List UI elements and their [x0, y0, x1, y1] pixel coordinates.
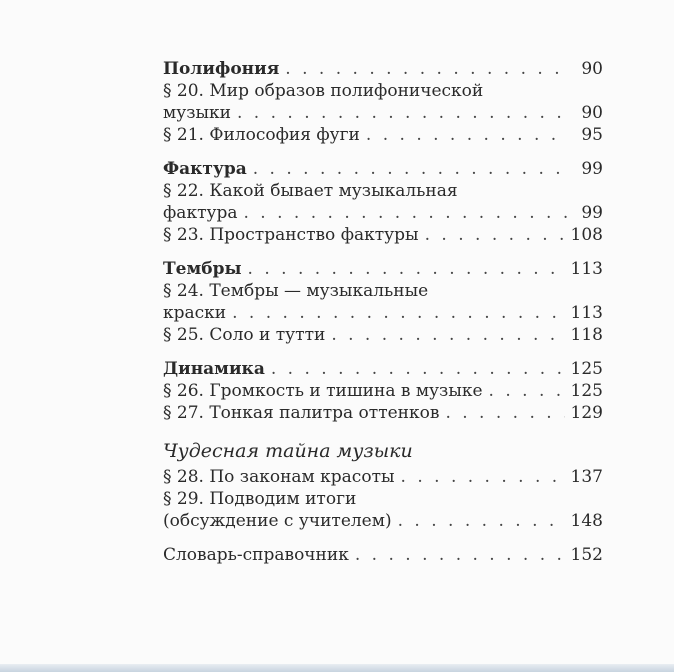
toc-section-final — [163, 466, 603, 532]
leader-dots — [285, 58, 569, 80]
page-number: 118 — [570, 325, 603, 345]
leader-dots — [366, 124, 569, 146]
page-number: 125 — [570, 381, 603, 401]
entry-title-line2: (обсуждение с учителем) — [163, 511, 392, 531]
section-title-label: Динамика — [163, 359, 265, 379]
leader-dots — [401, 466, 565, 488]
entry-title-line1: § 20. Мир образов полифонической — [163, 81, 484, 101]
entry-title-line1: § 22. Какой бывает музыкальная — [163, 181, 458, 201]
table-of-contents — [163, 58, 603, 566]
toc-section-dynamics — [163, 358, 603, 424]
page-number: 108 — [570, 225, 603, 245]
entry-title: § 23. Пространство фактуры — [163, 225, 419, 245]
page-number: 148 — [570, 511, 603, 531]
leader-dots — [253, 158, 569, 180]
page-number: 90 — [581, 103, 603, 123]
toc-entry[interactable] — [163, 402, 603, 424]
section-title-label: Полифония — [163, 59, 280, 79]
leader-dots — [398, 510, 565, 532]
toc-entry[interactable] — [163, 488, 603, 532]
toc-entry[interactable] — [163, 80, 603, 124]
toc-section-timbres — [163, 258, 603, 346]
page-number: 99 — [581, 159, 603, 179]
final-section-title[interactable]: Чудесная тайна музыки — [163, 440, 413, 462]
section-title[interactable] — [163, 158, 603, 180]
leader-dots — [355, 544, 565, 566]
entry-title: § 27. Тонкая палитра оттенков — [163, 403, 440, 423]
page-number: 113 — [570, 259, 603, 279]
leader-dots — [248, 258, 565, 280]
page-number: 95 — [581, 125, 603, 145]
section-title[interactable] — [163, 58, 603, 80]
page-number: 152 — [570, 545, 603, 565]
glossary-label: Словарь-справочник — [163, 545, 349, 565]
entry-title: § 21. Философия фуги — [163, 125, 360, 145]
leader-dots — [425, 224, 565, 246]
leader-dots — [232, 302, 564, 324]
page-number: 113 — [570, 303, 603, 323]
leader-dots — [271, 358, 565, 380]
page-number: 137 — [570, 467, 603, 487]
toc-entry[interactable] — [163, 124, 603, 146]
page-number: 99 — [581, 203, 603, 223]
leader-dots — [489, 380, 565, 402]
leader-dots — [331, 324, 564, 346]
page-number: 129 — [570, 403, 603, 423]
glossary-entry[interactable] — [163, 544, 603, 566]
leader-dots — [237, 102, 569, 124]
page-number: 90 — [581, 59, 603, 79]
toc-section-texture — [163, 158, 603, 246]
section-title[interactable] — [163, 258, 603, 280]
entry-title: § 25. Соло и тутти — [163, 325, 326, 345]
entry-title-line1: § 24. Тембры — музыкальные — [163, 281, 429, 301]
entry-title-line2: музыки — [163, 103, 231, 123]
entry-title-line2: фактура — [163, 203, 238, 223]
entry-title-line1: § 29. Подводим итоги — [163, 489, 357, 509]
section-title-label: Тембры — [163, 259, 242, 279]
toc-entry[interactable] — [163, 324, 603, 346]
leader-dots — [445, 402, 564, 424]
section-title-label: Фактура — [163, 159, 247, 179]
page-edge — [0, 664, 674, 672]
toc-entry[interactable] — [163, 380, 603, 402]
toc-entry[interactable] — [163, 280, 603, 324]
toc-section-polyphony — [163, 58, 603, 146]
section-title[interactable] — [163, 358, 603, 380]
page-number: 125 — [570, 359, 603, 379]
toc-entry[interactable] — [163, 466, 603, 488]
toc-entry[interactable] — [163, 180, 603, 224]
toc-entry[interactable] — [163, 224, 603, 246]
entry-title: § 28. По законам красоты — [163, 467, 395, 487]
leader-dots — [244, 202, 570, 224]
entry-title: § 26. Громкость и тишина в музыке — [163, 381, 483, 401]
entry-title-line2: краски — [163, 303, 227, 323]
